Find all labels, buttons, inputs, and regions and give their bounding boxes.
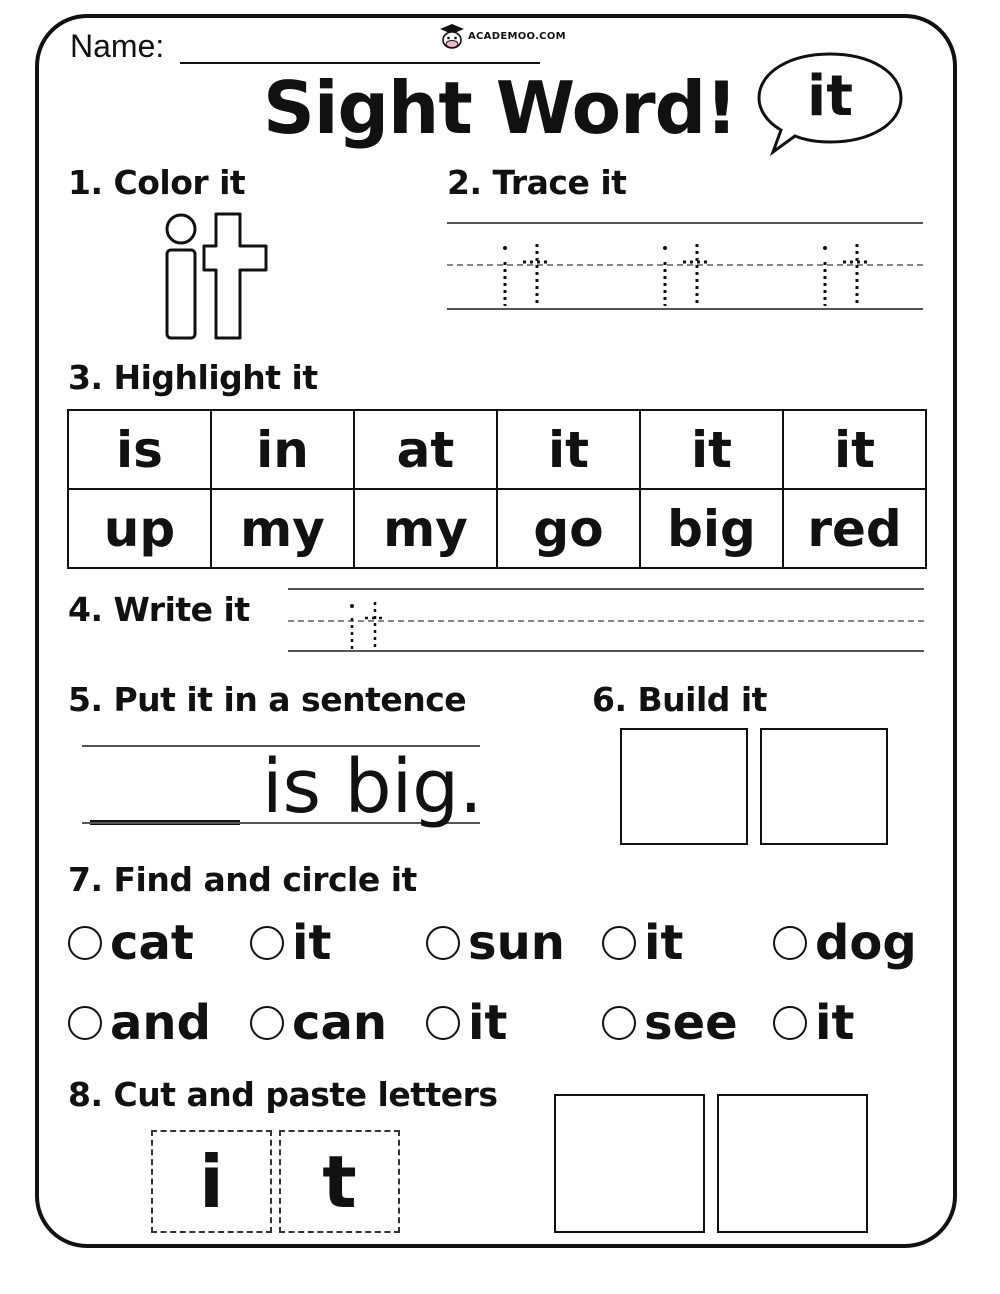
circle-icon[interactable] (602, 926, 636, 960)
find-word: see (644, 995, 738, 1051)
find-item[interactable] (773, 995, 854, 1051)
circle-icon[interactable] (68, 1006, 102, 1040)
highlight-cell[interactable]: my (211, 489, 354, 568)
highlight-cell[interactable]: at (354, 410, 497, 489)
find-item[interactable] (250, 995, 387, 1051)
highlight-table (67, 409, 927, 569)
circle-icon[interactable] (250, 926, 284, 960)
highlight-cell[interactable]: it (640, 410, 783, 489)
highlight-cell[interactable]: red (783, 489, 926, 568)
trace-top-line (447, 222, 923, 224)
name-field[interactable] (180, 62, 540, 64)
write-example-word (343, 598, 388, 653)
find-word: it (468, 995, 508, 1051)
cow-mascot-icon (438, 22, 466, 50)
paste-box-1[interactable] (554, 1094, 705, 1233)
highlight-cell[interactable]: it (783, 410, 926, 489)
highlight-cell[interactable]: go (497, 489, 640, 568)
highlight-row-1 (68, 410, 926, 489)
find-word: and (110, 995, 211, 1051)
highlight-cell[interactable]: is (68, 410, 211, 489)
academoo-logo (438, 22, 566, 50)
find-item[interactable] (250, 915, 331, 971)
highlight-cell[interactable]: up (68, 489, 211, 568)
circle-icon[interactable] (68, 926, 102, 960)
find-item[interactable] (426, 995, 507, 1051)
find-word: it (815, 995, 855, 1051)
name-label: Name: (70, 28, 165, 64)
sentence-heading: 5. Put it in a sentence (68, 680, 467, 719)
find-word: dog (815, 915, 917, 971)
color-heading: 1. Color it (68, 163, 246, 202)
highlight-cell[interactable]: my (354, 489, 497, 568)
circle-icon[interactable] (773, 1006, 807, 1040)
circle-icon[interactable] (602, 1006, 636, 1040)
cut-letter-i[interactable]: i (151, 1130, 272, 1233)
find-item[interactable] (773, 915, 917, 971)
logo-text: ACADEMOO.COM (468, 30, 566, 42)
find-word: cat (110, 915, 194, 971)
highlight-heading: 3. Highlight it (68, 358, 318, 397)
paste-box-2[interactable] (717, 1094, 868, 1233)
find-item[interactable] (602, 995, 738, 1051)
find-item[interactable] (68, 995, 211, 1051)
circle-icon[interactable] (426, 926, 460, 960)
build-box-1[interactable] (620, 728, 748, 845)
find-word: it (644, 915, 684, 971)
sight-word: it (807, 64, 853, 129)
find-word: can (292, 995, 388, 1051)
build-box-2[interactable] (760, 728, 888, 845)
page-title: Sight Word! (262, 66, 737, 150)
color-it-outline[interactable] (160, 210, 275, 345)
find-heading: 7. Find and circle it (68, 860, 417, 899)
highlight-cell[interactable]: big (640, 489, 783, 568)
highlight-row-2 (68, 489, 926, 568)
build-heading: 6. Build it (592, 680, 767, 719)
circle-icon[interactable] (250, 1006, 284, 1040)
write-top-line (288, 588, 924, 590)
circle-icon[interactable] (773, 926, 807, 960)
write-heading: 4. Write it (68, 590, 250, 629)
trace-word-1[interactable] (495, 238, 555, 310)
find-item[interactable] (68, 915, 194, 971)
find-word: sun (468, 915, 565, 971)
circle-icon[interactable] (426, 1006, 460, 1040)
find-item[interactable] (602, 915, 683, 971)
find-word: it (292, 915, 332, 971)
sentence-text: is big. (262, 744, 483, 830)
trace-word-2[interactable] (655, 238, 715, 310)
trace-heading: 2. Trace it (447, 163, 627, 202)
highlight-cell[interactable]: in (211, 410, 354, 489)
trace-word-3[interactable] (815, 238, 875, 310)
highlight-cell[interactable]: it (497, 410, 640, 489)
find-item[interactable] (426, 915, 565, 971)
cut-heading: 8. Cut and paste letters (68, 1075, 498, 1114)
cut-letter-t[interactable]: t (279, 1130, 400, 1233)
